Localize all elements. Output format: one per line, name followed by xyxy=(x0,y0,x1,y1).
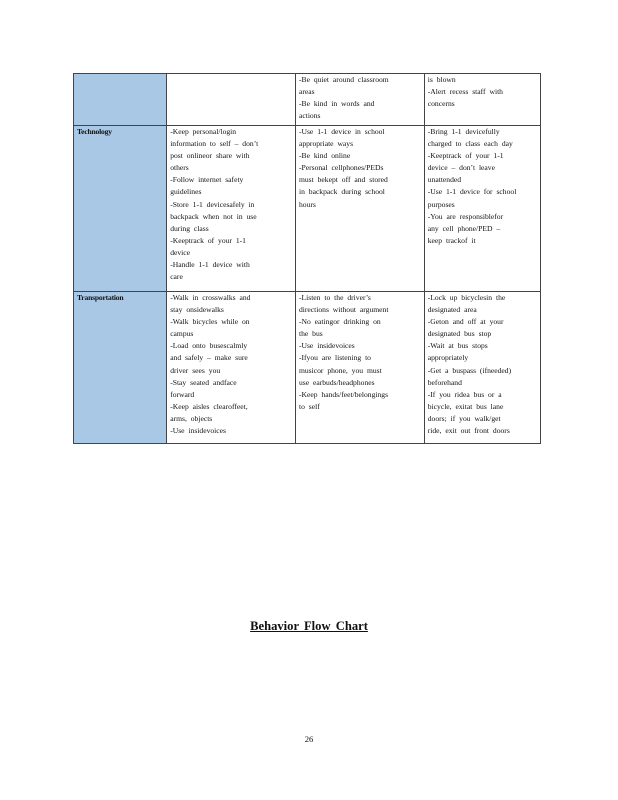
cell-transportation-col3 xyxy=(424,292,540,444)
behavior-matrix-table xyxy=(73,73,541,444)
cell-text-line: others xyxy=(170,163,189,173)
cell-text-line: -Bring 1-1 devicefully xyxy=(427,127,500,136)
cell-text-line: -Be quiet around classroom xyxy=(298,75,389,84)
cell-text-line: -Handle 1-1 device with xyxy=(170,260,250,270)
cell-text-line: -Keep personal/login xyxy=(170,127,237,136)
cell-text-line: in backpack during school xyxy=(298,187,385,197)
cell-text-line: directions without argument xyxy=(298,305,389,315)
cell-text-line: -Follow internet safety xyxy=(170,175,244,185)
cell-text-line: care xyxy=(170,272,183,282)
cell-text-line: -Walk bicycles while on xyxy=(170,317,250,327)
cell-text-line: information to self – don’t xyxy=(170,139,259,149)
cell-text-line: during class xyxy=(170,223,209,233)
cell-continued-col1 xyxy=(167,74,296,126)
table-row-continued xyxy=(74,74,541,126)
cell-text-line: forward xyxy=(170,389,195,399)
cell-technology-col3 xyxy=(424,126,540,292)
cell-text-line: -No eatingor drinking on xyxy=(298,317,381,327)
cell-text-line: -Keep aisles clearoffeet, xyxy=(170,401,248,411)
cell-text-line: -Stay seated andface xyxy=(170,377,237,387)
cell-text-line: designated area xyxy=(427,305,477,315)
cell-text-line: post onlineor share with xyxy=(170,151,250,161)
cell-technology-col1 xyxy=(167,126,296,292)
cell-text-line: backpack when not in use xyxy=(170,211,257,221)
section-heading: Behavior Flow Chart xyxy=(250,619,368,633)
cell-text-line: -Load onto busescalmly xyxy=(170,341,248,351)
cell-text-line: beforehand xyxy=(427,377,462,387)
cell-text-line: -Wait at bus stops xyxy=(427,341,488,351)
cell-text-line: unattended xyxy=(427,175,462,185)
table-row-technology xyxy=(74,126,541,292)
cell-text-line: -Use 1-1 device for school xyxy=(427,187,517,197)
row-header-transportation: Transportation xyxy=(74,292,167,444)
cell-text-line: -Use insidevoices xyxy=(170,426,226,436)
cell-text-line: stay onsidewalks xyxy=(170,305,224,315)
cell-transportation-col1 xyxy=(167,292,296,444)
cell-text-line: -Store 1-1 devicesafely in xyxy=(170,199,255,209)
cell-text-line: keep trackof it xyxy=(427,235,476,245)
table-row-transportation xyxy=(74,292,541,444)
cell-text-line: -Personal cellphones/PEDs xyxy=(298,163,384,173)
cell-text-line: doors; if you walk/get xyxy=(427,413,501,423)
row-header-continued xyxy=(74,74,167,126)
cell-text-line: must bekept off and stored xyxy=(298,175,388,185)
cell-text-line: -Be kind in words and xyxy=(298,99,375,109)
cell-text-line: -Keeptrack of your 1-1 xyxy=(170,235,246,245)
cell-text-line: designated bus stop xyxy=(427,329,492,339)
cell-text-line: -Lock up bicyclesin the xyxy=(427,293,506,302)
cell-text-line: charged to class each day xyxy=(427,139,513,149)
cell-transportation-col2 xyxy=(295,292,424,444)
cell-text-line: -Use 1-1 device in school xyxy=(298,127,385,136)
cell-text-line: the bus xyxy=(298,329,323,339)
cell-text-line: -Use insidevoices xyxy=(298,341,355,351)
cell-text-line: device xyxy=(170,247,191,257)
row-header-technology: Technology xyxy=(74,126,167,292)
cell-text-line: hours xyxy=(298,199,316,209)
cell-text-line: campus xyxy=(170,329,194,339)
cell-text-line: -Get a buspass (ifneeded) xyxy=(427,365,512,375)
cell-text-line: actions xyxy=(298,111,321,121)
cell-text-line: -Geton and off at your xyxy=(427,317,504,327)
cell-text-line: -Be kind online xyxy=(298,151,351,161)
cell-text-line: -Alert recess staff with xyxy=(427,87,503,97)
cell-text-line: is blown xyxy=(427,75,456,84)
cell-text-line: any cell phone/PED – xyxy=(427,223,501,233)
cell-text-line: guidelines xyxy=(170,187,202,197)
cell-text-line: and safely – make sure xyxy=(170,353,248,363)
cell-continued-col2 xyxy=(295,74,424,126)
cell-text-line: arms, objects xyxy=(170,413,213,423)
cell-text-line: ride, exit out front doors xyxy=(427,426,510,436)
cell-text-line: -Ifyou are listening to xyxy=(298,353,371,363)
cell-technology-col2 xyxy=(295,126,424,292)
cell-text-line: device – don’t leave xyxy=(427,163,495,173)
cell-text-line: driver sees you xyxy=(170,365,221,375)
cell-text-line: areas xyxy=(298,87,315,97)
cell-text-line: -You are responsiblefor xyxy=(427,211,504,221)
cell-continued-col3 xyxy=(424,74,540,126)
cell-text-line: -Listen to the driver’s xyxy=(298,293,371,302)
cell-text-line: musicor phone, you must xyxy=(298,365,382,375)
page-number: 26 xyxy=(304,734,314,744)
cell-text-line: concerns xyxy=(427,99,455,109)
cell-text-line: purposes xyxy=(427,199,455,209)
cell-text-line: -Keep hands/feet/belongings xyxy=(298,389,389,399)
cell-text-line: -If you ridea bus or a xyxy=(427,389,502,399)
cell-text-line: use earbuds/headphones xyxy=(298,377,375,387)
cell-text-line: -Keeptrack of your 1-1 xyxy=(427,151,504,161)
cell-text-line: to self xyxy=(298,401,320,411)
cell-text-line: appropriately xyxy=(427,353,469,363)
cell-text-line: bicycle, exitat bus lane xyxy=(427,401,504,411)
cell-text-line: appropriate ways xyxy=(298,139,354,149)
cell-text-line: -Walk in crosswalks and xyxy=(170,293,251,302)
